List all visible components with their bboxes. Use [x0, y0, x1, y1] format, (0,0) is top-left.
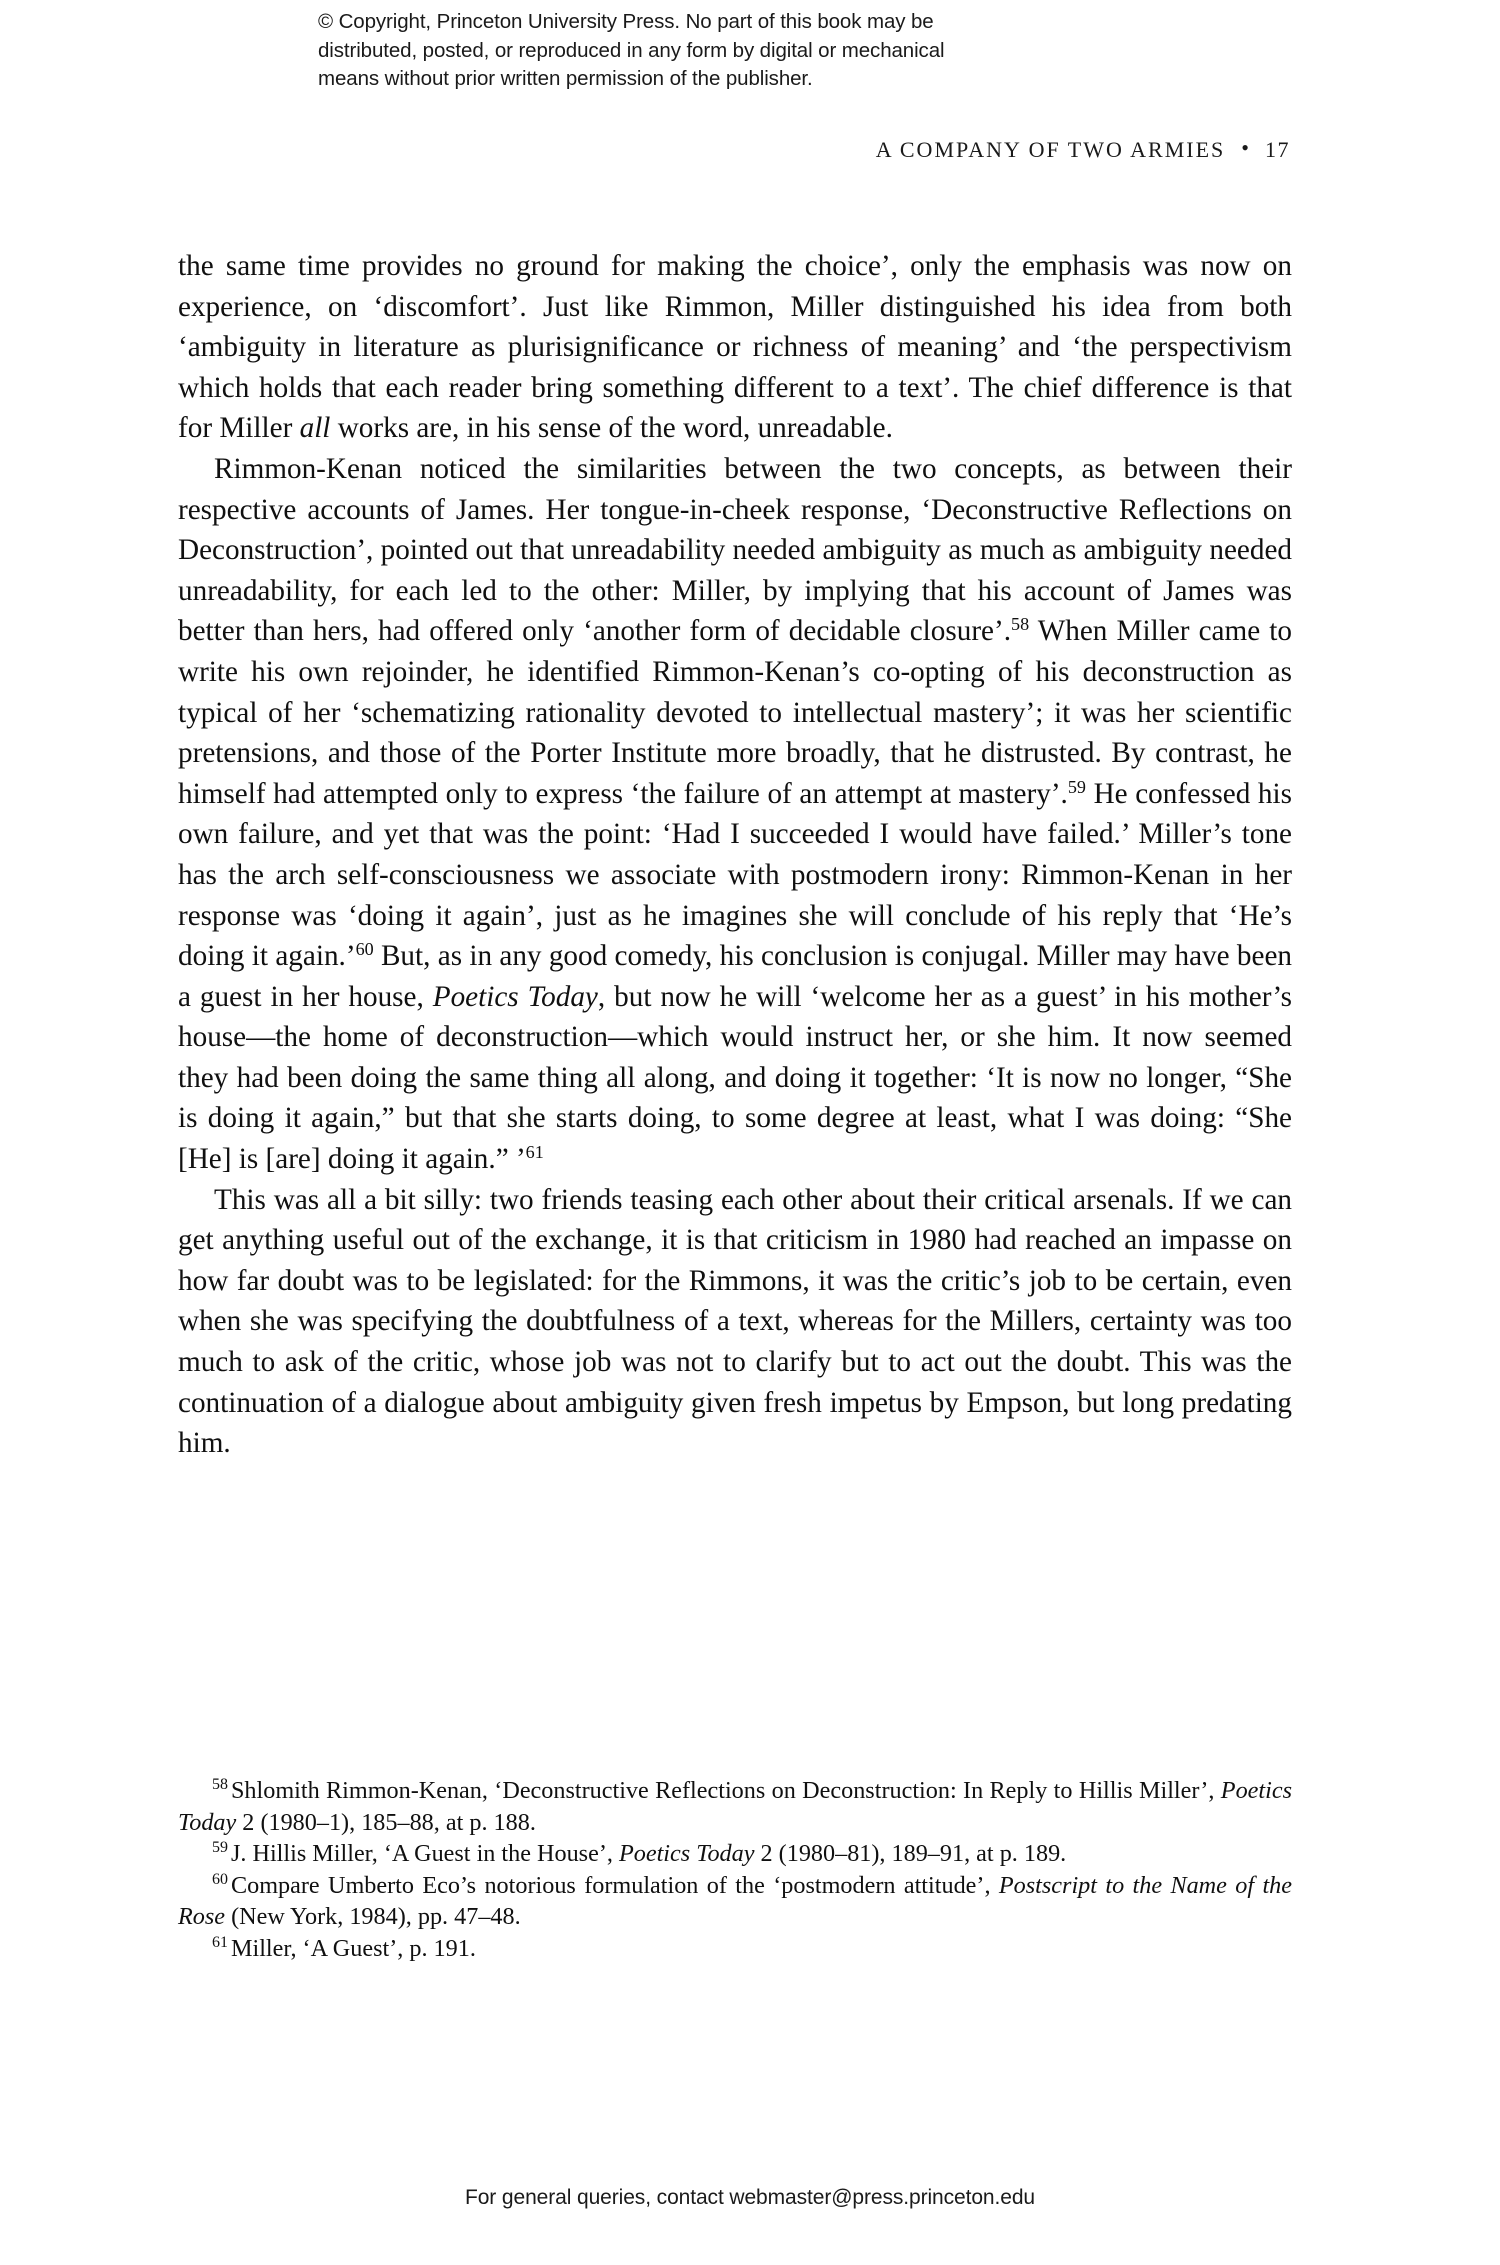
text-run: Rimmon-Kenan noticed the similarities between the two concepts, as between their respective accounts of James. Her tongue-in-cheek response, ‘Deconstructive Reflections on Deconstruction’, pointed out that unreadability needed ambiguity as much as ambiguity needed unreadability, for each led to the other: Miller, by implying that his account of James was better than hers, had offered only ‘another form of decidable closure’. [178, 452, 1292, 648]
page-number: 17 [1265, 137, 1290, 162]
footnote-reference-59: 59 [1067, 776, 1086, 797]
body-paragraph [178, 449, 1292, 1180]
page-footer: For general queries, contact webmaster@press.princeton.edu [465, 2186, 1035, 2209]
italic-run: all [299, 412, 331, 445]
text-run: 2 (1980–81), 189–91, at p. 189. [754, 1840, 1067, 1868]
footnote-59 [178, 1838, 1292, 1870]
text-run: Compare Umberto Eco’s notorious formulation of the ‘postmodern attitude’, [230, 1871, 999, 1899]
footnotes-section [178, 1775, 1292, 1965]
text-run: This was all a bit silly: two friends teasing each other about their critical arsenals. If we can get anything useful out of the exchange, it is that criticism in 1980 had reached an impasse on how far doubt was to be legislated: for the Rimmons, it was the critic’s job to be certain, even when she was specifying the doubtfulness of a text, whereas for the Millers, certainty was too much to ask of the critic, whose job was not to clarify but to act out the doubt. This was the continuation of a dialogue about ambiguity given fresh impetus by Empson, but long predating him. [178, 1183, 1292, 1460]
text-run: Miller, ‘A Guest’, p. 191. [230, 1934, 476, 1962]
italic-run: Postscript to the Name of the Rose [178, 1871, 1292, 1931]
body-paragraph [178, 1180, 1292, 1464]
text-run: the same time provides no ground for making the choice’, only the emphasis was now on experience, on ‘discomfort’. Just like Rimmon, Miller distinguished his idea from both ‘ambiguity in literature as plurisignificance or richness of meaning’ and ‘the perspectivism which holds that each reader bring something different to a text’. The chief difference is that for Miller [178, 250, 1292, 445]
text-run: 2 (1980–1), 185–88, at p. 188. [236, 1808, 536, 1836]
footnote-60 [178, 1870, 1292, 1933]
running-head-title: A COMPANY OF TWO ARMIES [875, 137, 1226, 162]
footnote-reference-60: 60 [355, 939, 374, 960]
footnote-reference-61: 61 [525, 1142, 544, 1163]
running-head-bullet-separator: • [1241, 135, 1251, 160]
copyright-notice [318, 8, 1178, 94]
footnote-number: 58 [212, 1776, 228, 1794]
body-paragraph [178, 246, 1292, 449]
footnote-58 [178, 1775, 1292, 1838]
italic-run: Poetics Today [618, 1840, 755, 1868]
text-run: But, as in any good comedy, his conclusion is conjugal. Miller may have been a guest in her house, [178, 940, 1292, 1013]
footnote-reference-58: 58 [1011, 614, 1030, 635]
text-run: When Miller came to write his own rejoinder, he identified Rimmon-Kenan’s co-opting of his deconstruction as typical of her ‘schematizing rationality devoted to intellectual mastery’; it was her scientific pretensions, and those of the Porter Institute more broadly, that he distrusted. By contrast, he himself had attempted only to express ‘the failure of an attempt at mastery’. [178, 615, 1292, 810]
running-head [178, 137, 1290, 163]
footnote-61 [178, 1933, 1292, 1965]
body-text-block [178, 246, 1292, 1464]
text-run: (New York, 1984), pp. 47–48. [225, 1903, 521, 1931]
text-run: , but now he will ‘welcome her as a guest’ in his mother’s house—the home of deconstruction—which would instruct her, or she him. It now seemed they had been doing the same thing all along, and doing it together: ‘It is now no longer, “She is doing it again,” but that she starts doing, to some degree at least, what I was doing: “She [He] is [are] doing it again.” ’ [178, 980, 1292, 1176]
text-run: Shlomith Rimmon-Kenan, ‘Deconstructive Reflections on Deconstruction: In Reply to Hillis Miller’, [230, 1777, 1221, 1804]
footnote-number: 61 [212, 1934, 228, 1952]
footnote-number: 60 [212, 1871, 228, 1888]
copyright-line-3: means without prior written permission of the publisher. [318, 67, 813, 90]
text-run: works are, in his sense of the word, unreadable. [330, 412, 893, 445]
text-run: J. Hillis Miller, ‘A Guest in the House’, [230, 1840, 619, 1868]
copyright-line-1: © Copyright, Princeton University Press. No part of this book may be [318, 10, 934, 33]
copyright-line-2: distributed, posted, or reproduced in any form by digital or mechanical [318, 38, 945, 62]
text-run: He confessed his own failure, and yet that was the point: ‘Had I succeeded I would have failed.’ Miller’s tone has the arch self-consciousness we associate with postmodern irony: Rimmon-Kenan in her response was ‘doing it again’, just as he imagines she will conclude of his reply that ‘He’s doing it again.’ [178, 777, 1292, 973]
italic-run: Poetics Today [432, 980, 598, 1013]
footnote-number: 59 [212, 1839, 228, 1857]
italic-run: Poetics Today [178, 1777, 1292, 1836]
